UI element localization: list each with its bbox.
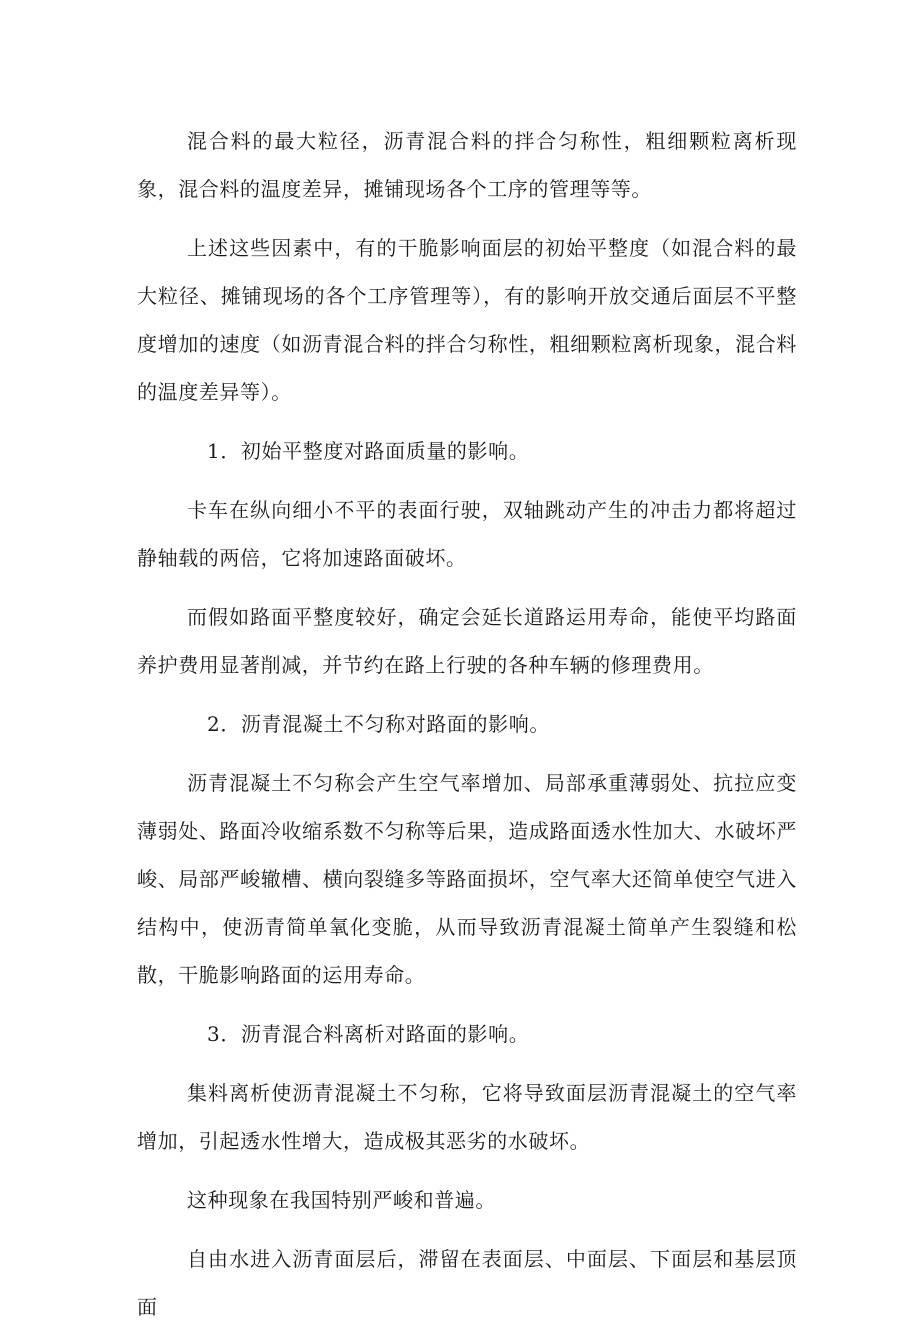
paragraph-segregation: 集料离析使沥青混凝土不匀称，它将导致面层沥青混凝土的空气率增加，引起透水性增大，造成极其恶劣的水破坏。 xyxy=(137,1081,797,1153)
paragraph-factor-effects: 上述这些因素中，有的干脆影响面层的初始平整度（如混合料的最大粒径、摊铺现场的各个工序管理等），有的影响开放交通后面层不平整度增加的速度（如沥青混合料的拌合匀称性，粗细颗粒离析现象，混合料的温度差异等）。 xyxy=(137,236,797,404)
section-heading-2: 2．沥青混凝土不匀称对路面的影响。 xyxy=(207,712,550,736)
paragraph-nonuniform-effects: 沥青混凝土不匀称会产生空气率增加、局部承重薄弱处、抗拉应变薄弱处、路面冷收缩系数不匀称等后果，造成路面透水性加大、水破坏严峻、局部严峻辙槽、横向裂缝多等路面损坏，空气率大还简单使空气进入结构中，使沥青简单氧化变脆，从而导致沥青混凝土简单产生裂缝和松散，干脆影响路面的运用寿命。 xyxy=(137,771,797,987)
paragraph-phenomenon: 这种现象在我国特别严峻和普遍。 xyxy=(187,1188,496,1212)
document-body xyxy=(137,117,797,1342)
paragraph-mixture-factors: 混合料的最大粒径，沥青混合料的拌合匀称性，粗细颗粒离析现象，混合料的温度差异，摊铺现场各个工序的管理等等。 xyxy=(137,129,797,201)
paragraph-truck-impact: 卡车在纵向细小不平的表面行驶，双轴跳动产生的冲击力都将超过静轴载的两倍，它将加速路面破坏。 xyxy=(137,498,797,570)
section-heading-1: 1．初始平整度对路面质量的影响。 xyxy=(207,439,530,463)
paragraph-free-water: 自由水进入沥青面层后，滞留在表面层、中面层、下面层和基层顶面 xyxy=(137,1247,797,1319)
section-heading-3: 3．沥青混合料离析对路面的影响。 xyxy=(207,1022,530,1046)
paragraph-good-smoothness: 而假如路面平整度较好，确定会延长道路运用寿命，能使平均路面养护费用显著削减，并节约在路上行驶的各种车辆的修理费用。 xyxy=(137,605,797,677)
